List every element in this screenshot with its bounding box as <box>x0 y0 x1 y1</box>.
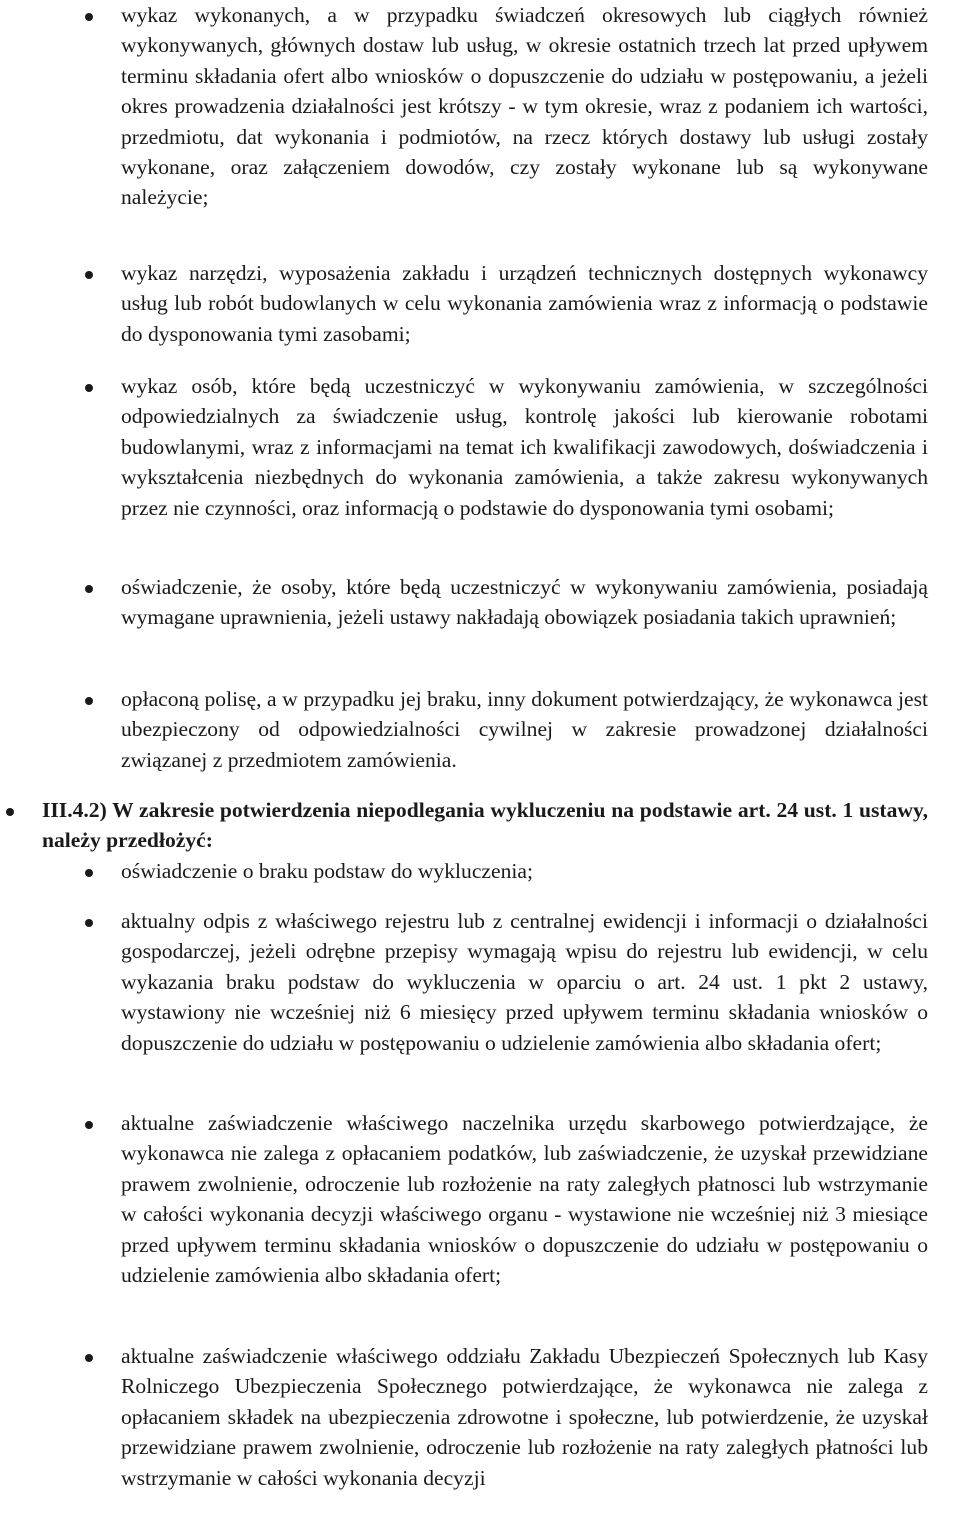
section-heading <box>0 795 960 856</box>
list-item <box>0 684 960 775</box>
list-item <box>0 572 960 633</box>
list-item <box>0 906 960 1058</box>
list-item-text: wykaz narzędzi, wyposażenia zakładu i urządzeń technicznych dostępnych wykonawcy usług lub robót budowlanych w celu wykonania zamówienia wraz z informacją o podstawie do dysponowania tymi zasobami; <box>121 261 928 346</box>
bullet-icon <box>85 384 93 392</box>
list-item-text: oświadczenie o braku podstaw do wykluczenia; <box>121 859 533 883</box>
list-item-text: wykaz wykonanych, a w przypadku świadczeń okresowych lub ciągłych również wykonywanych, głównych dostaw lub usług, w okresie ostatnich trzech lat przed upływem terminu składania ofert albo wniosków o dopuszczenie do udziału w postępowaniu, a jeżeli okres prowadzenia działalności jest krótszy - w tym okresie, wraz z podaniem ich wartości, przedmiotu, dat wykonania i podmiotów, na rzecz których dostawy lub usługi zostały wykonane, oraz załączeniem dowodów, czy zostały wykonane lub są wykonywane należycie; <box>121 3 928 210</box>
section-heading-text: III.4.2) W zakresie potwierdzenia niepodlegania wykluczeniu na podstawie art. 24 ust. 1 ustawy, należy przedłożyć: <box>42 798 928 853</box>
list-item-text: wykaz osób, które będą uczestniczyć w wykonywaniu zamówienia, w szczególności odpowiedzialnych za świadczenie usług, kontrolę jakości lub kierowanie robotami budowlanymi, wraz z informacjami na temat ich kwalifikacji zawodowych, doświadczenia i wykształcenia niezbędnych do wykonania zamówienia, a także zakresu wykonywanych przez nie czynności, oraz informacją o podstawie do dysponowania tymi osobami; <box>121 374 928 520</box>
bullet-icon <box>85 1354 93 1362</box>
list-item-text: opłaconą polisę, a w przypadku jej braku, inny dokument potwierdzający, że wykonawca jest ubezpieczony od odpowiedzialności cywilnej w zakresie prowadzonej działalności związanej z przedmiotem zamówienia. <box>121 687 928 772</box>
bullet-icon <box>85 919 93 927</box>
bullet-icon <box>85 585 93 593</box>
bullet-icon <box>6 808 14 816</box>
list-item <box>0 258 960 349</box>
list-item <box>0 371 960 523</box>
list-item-text: aktualne zaświadczenie właściwego naczelnika urzędu skarbowego potwierdzające, że wykonawca nie zalega z opłacaniem podatków, lub zaświadczenie, że uzyskał przewidziane prawem zwolnienie, odroczenie lub rozłożenie na raty zaległych płatnosci lub wstrzymanie w całości wykonania decyzji właściwego organu - wystawione nie wcześniej niż 3 miesiące przed upływem terminu składania wniosków o dopuszczenie do udziału w postępowaniu o udzielenie zamówienia albo składania ofert; <box>121 1111 928 1288</box>
bullet-icon <box>85 869 93 877</box>
bullet-icon <box>85 13 93 21</box>
list-item <box>0 0 960 213</box>
bullet-icon <box>85 1121 93 1129</box>
list-item-text: aktualne zaświadczenie właściwego oddziału Zakładu Ubezpieczeń Społecznych lub Kasy Rolniczego Ubezpieczenia Społecznego potwierdzające, że wykonawca nie zalega z opłacaniem składek na ubezpieczenia zdrowotne i społeczne, lub potwierdzenie, że uzyskał przewidziane prawem zwolnienie, odroczenie lub rozłożenie na raty zaległych płatności lub wstrzymanie w całości wykonania decyzji <box>121 1344 928 1490</box>
list-item <box>0 856 960 886</box>
list-item <box>0 1108 960 1290</box>
bullet-icon <box>85 697 93 705</box>
list-item-text: oświadczenie, że osoby, które będą uczestniczyć w wykonywaniu zamówienia, posiadają wymagane uprawnienia, jeżeli ustawy nakładają obowiązek posiadania takich uprawnień; <box>121 575 928 630</box>
bullet-icon <box>85 271 93 279</box>
list-item <box>0 1341 960 1493</box>
list-item-text: aktualny odpis z właściwego rejestru lub z centralnej ewidencji i informacji o działalności gospodarczej, jeżeli odrębne przepisy wymagają wpisu do rejestru lub ewidencji, w celu wykazania braku podstaw do wykluczenia w oparciu o art. 24 ust. 1 pkt 2 ustawy, wystawiony nie wcześniej niż 6 miesięcy przed upływem terminu składania wniosków o dopuszczenie do udziału w postępowaniu o udzielenie zamówienia albo składania ofert; <box>121 909 928 1055</box>
